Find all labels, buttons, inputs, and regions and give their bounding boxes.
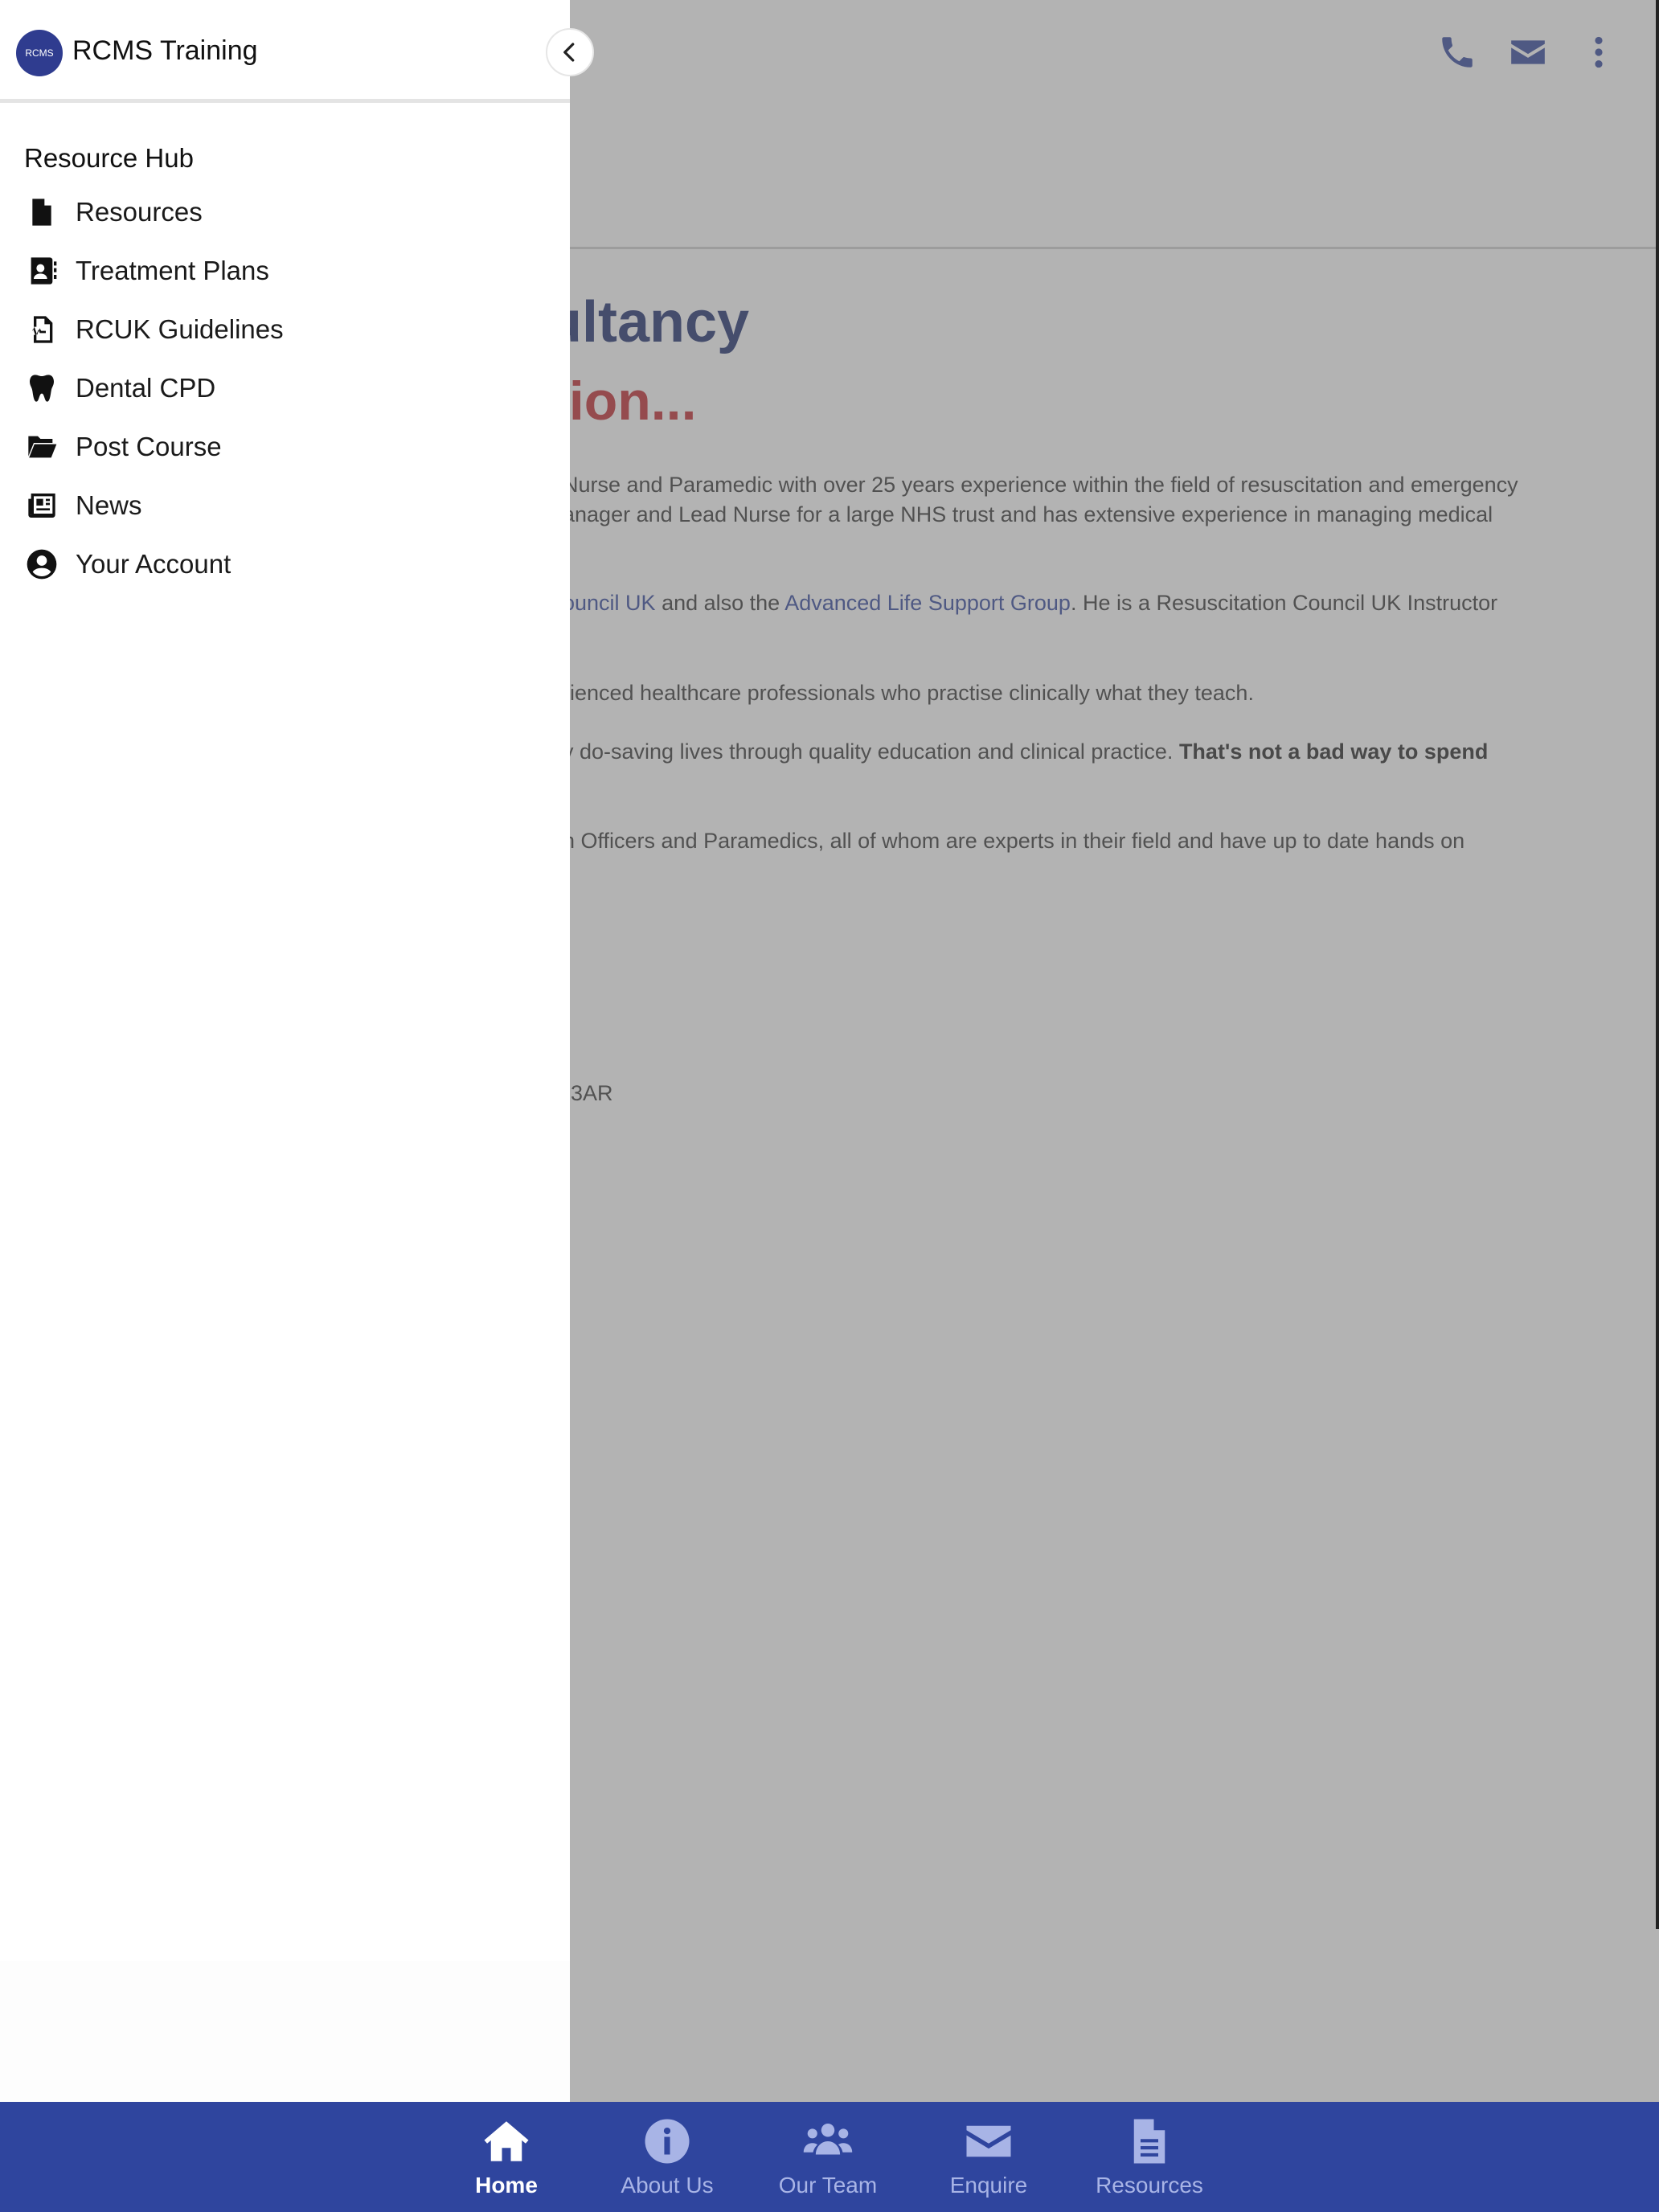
tab-home[interactable]: [426, 2102, 587, 2212]
menu-item-label: Treatment Plans: [76, 256, 269, 285]
logo-text: RCMS: [25, 47, 54, 59]
menu-item-news[interactable]: [24, 481, 539, 530]
section-title: Resource Hub: [24, 143, 194, 173]
menu-item-label: News: [76, 490, 142, 520]
drawer-brand-title: RCMS Training: [72, 35, 258, 66]
file-icon: [1123, 2115, 1176, 2168]
menu-item-treatment-plans[interactable]: [24, 247, 539, 295]
chevron-left-icon: [558, 40, 582, 64]
menu-item-label: Dental CPD: [76, 373, 216, 403]
menu-item-your-account[interactable]: [24, 540, 539, 588]
bottom-tab-bar: [0, 2102, 1659, 2212]
users-icon: [801, 2115, 854, 2168]
tab-resources[interactable]: [1069, 2102, 1230, 2212]
tab-enquire[interactable]: [908, 2102, 1069, 2212]
home-icon: [480, 2115, 533, 2168]
tab-label: About Us: [621, 2173, 714, 2198]
menu-item-dental-cpd[interactable]: [24, 364, 539, 412]
menu-item-rcuk-guidelines[interactable]: [24, 305, 539, 354]
medical-file-icon: [24, 312, 59, 347]
menu-item-resources[interactable]: [24, 188, 539, 236]
collapse-drawer-button[interactable]: [546, 28, 594, 76]
envelope-icon: [962, 2115, 1015, 2168]
navigation-drawer: [0, 0, 570, 2102]
folder-open-icon: [24, 429, 59, 465]
drawer-header: [0, 0, 570, 103]
logo-icon: [16, 30, 63, 76]
menu-item-post-course[interactable]: [24, 423, 539, 471]
user-circle-icon: [24, 547, 59, 582]
tab-label: Home: [475, 2173, 538, 2198]
menu-item-label: RCUK Guidelines: [76, 314, 284, 344]
drawer-footer: [0, 1961, 570, 2102]
contact-book-icon: [24, 253, 59, 289]
document-icon: [24, 195, 59, 230]
window-edge: [1656, 0, 1659, 1929]
newspaper-icon: [24, 488, 59, 523]
tab-label: Our Team: [778, 2173, 878, 2198]
info-icon: [641, 2115, 694, 2168]
tab-label: Enquire: [949, 2173, 1028, 2198]
tab-our-team[interactable]: [748, 2102, 908, 2212]
menu-item-label: Post Course: [76, 432, 222, 461]
menu-item-label: Your Account: [76, 549, 231, 579]
tab-label: Resources: [1096, 2173, 1203, 2198]
tooth-icon: [24, 371, 59, 406]
menu-item-label: Resources: [76, 197, 203, 227]
tab-about-us[interactable]: [587, 2102, 748, 2212]
